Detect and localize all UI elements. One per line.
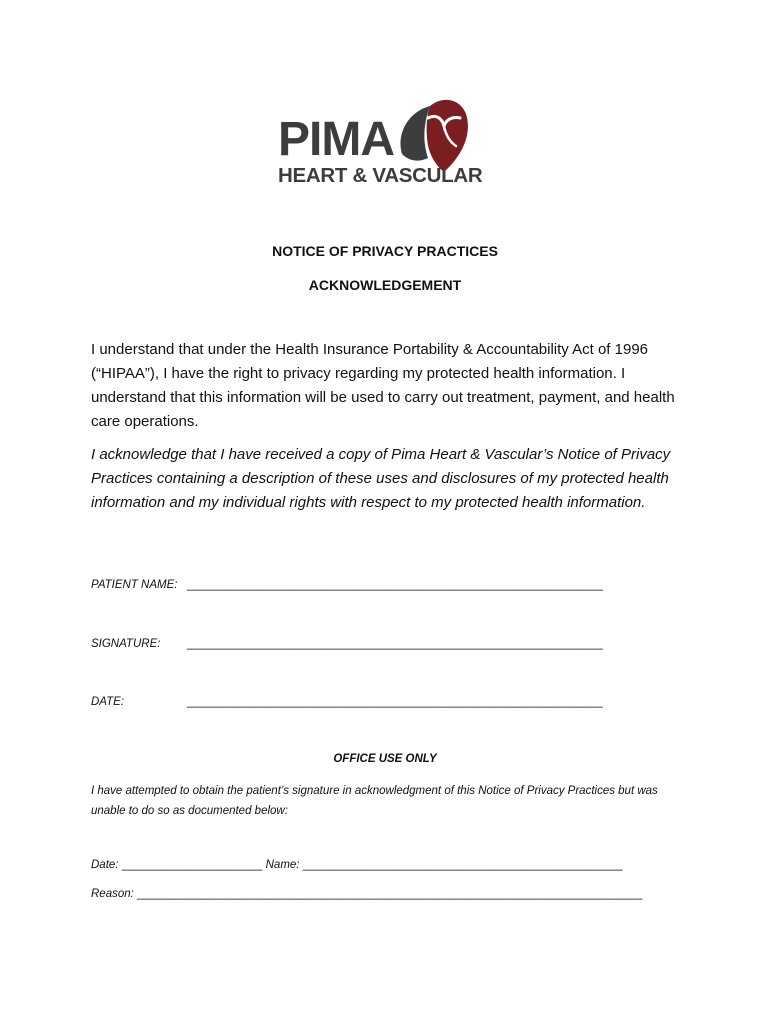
heart-logo-icon xyxy=(394,92,474,174)
patient-name-label: PATIENT NAME: xyxy=(91,579,178,591)
document-subtitle: ACKNOWLEDGEMENT xyxy=(308,277,462,293)
logo-wordmark: PIMA xyxy=(278,113,394,166)
signature-row xyxy=(91,638,603,650)
office-use-heading: OFFICE USE ONLY xyxy=(333,753,437,765)
logo-subtitle: HEART & VASCULAR xyxy=(278,164,483,187)
document-title: NOTICE OF PRIVACY PRACTICES xyxy=(272,243,498,259)
office-note: I have attempted to obtain the patient’s signature in acknowledgment of this Notice of Privacy Practices but was unable to do so as documented below: xyxy=(91,785,658,817)
office-reason-row xyxy=(91,888,642,900)
patient-name-field[interactable]: _________________________________________________________________ xyxy=(187,579,603,591)
pima-heart-vascular-logo xyxy=(276,92,496,192)
patient-name-row xyxy=(91,579,603,591)
signature-field[interactable]: _________________________________________________________________ xyxy=(187,638,603,650)
hipaa-paragraph: I understand that under the Health Insurance Portability & Accountability Act of 1996 (“HIPAA”), I have the right to privacy regarding my protected health information. I understand that this information will be used to carry out treatment, payment, and health care operations. xyxy=(91,341,675,430)
date-row xyxy=(91,696,603,708)
office-date-field[interactable]: ______________________ xyxy=(121,859,263,871)
date-field[interactable]: _________________________________________________________________ xyxy=(187,696,603,708)
office-date-name-row xyxy=(91,859,623,871)
office-date-label: Date: xyxy=(91,859,119,871)
office-reason-label: Reason: xyxy=(91,888,134,900)
office-name-label: Name: xyxy=(265,859,300,871)
office-reason-field[interactable]: _______________________________________________________________________________ xyxy=(137,888,643,900)
office-name-field[interactable]: __________________________________________________ xyxy=(302,859,623,871)
date-label: DATE: xyxy=(91,696,125,708)
acknowledgement-paragraph: I acknowledge that I have received a copy of Pima Heart & Vascular’s Notice of Privacy Practices containing a description of these uses and disclosures of my protected health information and my individual rights with respect to my protected health information. xyxy=(91,446,671,511)
signature-label: SIGNATURE: xyxy=(91,638,161,650)
